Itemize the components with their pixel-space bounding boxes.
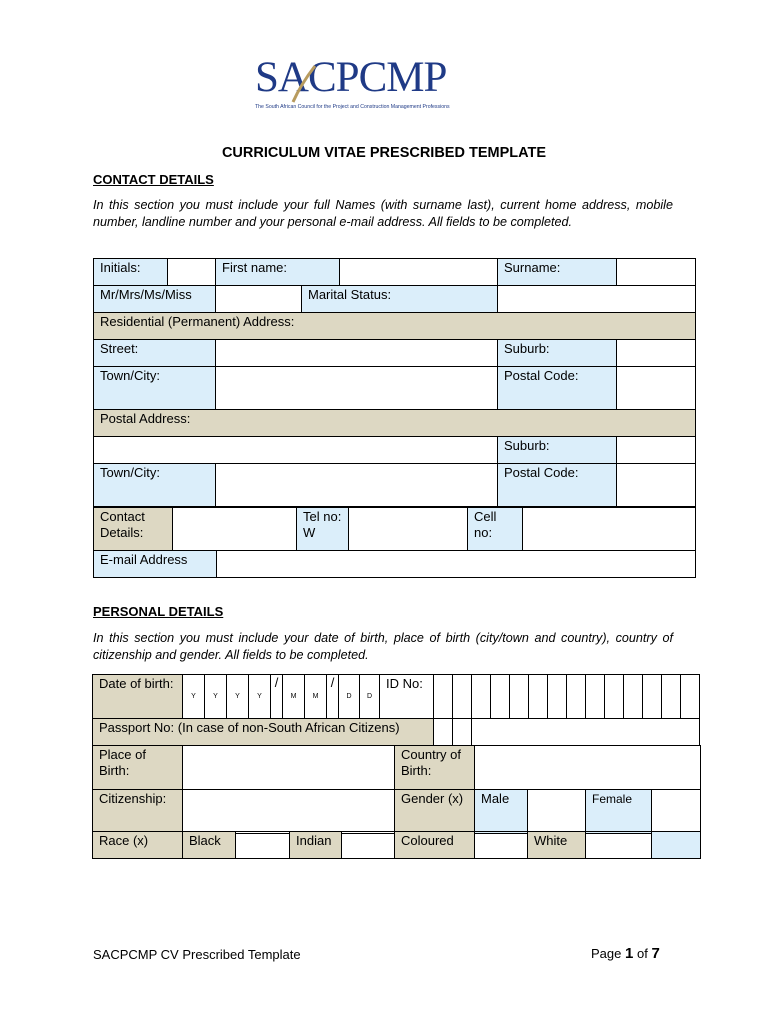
- contact-details-field[interactable]: [173, 508, 297, 551]
- suburb-label: Suburb:: [498, 340, 617, 367]
- id-digit-field[interactable]: [510, 675, 529, 719]
- title-field[interactable]: [216, 286, 302, 313]
- logo-swoosh-icon: [289, 62, 319, 104]
- footer-total-pages: 7: [651, 945, 660, 962]
- race-label: Race (x): [93, 832, 183, 859]
- place-of-birth-label: Place of Birth:: [93, 746, 183, 790]
- initials-label: Initials:: [94, 259, 168, 286]
- date-of-birth-label: Date of birth:: [93, 675, 183, 719]
- postal-town-city-field[interactable]: [216, 464, 498, 507]
- email-table: [93, 550, 696, 578]
- contact-details-heading: CONTACT DETAILS: [93, 172, 214, 187]
- postal-postal-code-field[interactable]: [617, 464, 696, 507]
- footer-current-page: 1: [625, 945, 634, 962]
- personal-details-heading: PERSONAL DETAILS: [93, 604, 224, 619]
- dob-year-digit[interactable]: Y: [227, 675, 249, 719]
- first-name-label: First name:: [216, 259, 340, 286]
- dob-month-digit[interactable]: M: [305, 675, 327, 719]
- id-digit-field[interactable]: [529, 675, 548, 719]
- coloured-checkbox[interactable]: [475, 832, 528, 859]
- id-digit-field: [681, 675, 700, 719]
- cell-field[interactable]: [523, 508, 696, 551]
- dob-year-digit[interactable]: Y: [249, 675, 271, 719]
- street-field[interactable]: [216, 340, 498, 367]
- marital-status-label: Marital Status:: [302, 286, 498, 313]
- footer-page-number: [591, 945, 660, 962]
- personal-details-table: [92, 674, 700, 746]
- passport-digit-field[interactable]: [453, 719, 472, 746]
- email-field[interactable]: [217, 551, 696, 578]
- id-digit-field[interactable]: [472, 675, 491, 719]
- country-of-birth-field[interactable]: [475, 746, 701, 790]
- personal-intro: In this section you must include your date of birth, place of birth (city/town and country), country of citizenship and gender. All fields to be completed.: [93, 631, 673, 662]
- passport-field[interactable]: [472, 719, 700, 746]
- footer-of-word: of: [636, 946, 648, 961]
- place-of-birth-field[interactable]: [183, 746, 395, 790]
- logo-text: SACPCMP: [255, 54, 447, 101]
- postal-postal-code-label: Postal Code:: [498, 464, 617, 507]
- dob-day-digit[interactable]: D: [360, 675, 380, 719]
- town-city-label: Town/City:: [94, 367, 216, 410]
- surname-field[interactable]: [617, 259, 696, 286]
- dob-separator: /: [327, 675, 339, 719]
- marital-status-field[interactable]: [498, 286, 696, 313]
- id-digit-field[interactable]: [605, 675, 624, 719]
- sacpcmp-logo: [255, 54, 515, 120]
- id-digit-field[interactable]: [453, 675, 472, 719]
- postal-code-label: Postal Code:: [498, 367, 617, 410]
- indian-label: Indian: [290, 832, 342, 859]
- surname-label: Surname:: [498, 259, 617, 286]
- male-checkbox[interactable]: [528, 790, 586, 834]
- citizenship-field[interactable]: [183, 790, 395, 834]
- postal-suburb-label: Suburb:: [498, 437, 617, 464]
- white-checkbox[interactable]: [586, 832, 652, 859]
- footer-template-name: SACPCMP CV Prescribed Template: [93, 947, 301, 962]
- race-table: [92, 831, 701, 859]
- postal-address-field[interactable]: [94, 437, 498, 464]
- female-label: Female: [586, 790, 652, 834]
- tel-field[interactable]: [349, 508, 468, 551]
- tel-label: Tel no: W: [297, 508, 349, 551]
- first-name-field[interactable]: [340, 259, 498, 286]
- residential-address-label: Residential (Permanent) Address:: [94, 313, 696, 340]
- dob-month-digit[interactable]: M: [283, 675, 305, 719]
- footer-page-word: Page: [591, 946, 622, 961]
- race-other-field[interactable]: [652, 832, 701, 859]
- passport-label: Passport No: (In case of non-South African Citizens): [93, 719, 434, 746]
- black-checkbox[interactable]: [236, 832, 290, 859]
- citizenship-label: Citizenship:: [93, 790, 183, 834]
- id-digit-field[interactable]: [434, 675, 453, 719]
- contact-details-table: [93, 258, 696, 507]
- street-label: Street:: [94, 340, 216, 367]
- suburb-field[interactable]: [617, 340, 696, 367]
- id-digit-field[interactable]: [491, 675, 510, 719]
- birth-citizenship-table: [92, 745, 701, 834]
- contact-numbers-table: [93, 507, 696, 551]
- id-no-label: ID No:: [380, 675, 434, 719]
- contact-details-label: Contact Details:: [94, 508, 173, 551]
- postal-address-label: Postal Address:: [94, 410, 696, 437]
- postal-town-city-label: Town/City:: [94, 464, 216, 507]
- cell-label: Cell no:: [468, 508, 523, 551]
- indian-checkbox[interactable]: [342, 832, 395, 859]
- dob-separator: /: [271, 675, 283, 719]
- page-title: CURRICULUM VITAE PRESCRIBED TEMPLATE: [221, 145, 547, 161]
- postal-code-field[interactable]: [617, 367, 696, 410]
- gender-label: Gender (x): [395, 790, 475, 834]
- id-digit-field[interactable]: [662, 675, 681, 719]
- country-of-birth-label: Country of Birth:: [395, 746, 475, 790]
- logo-subtitle: The South African Council for the Project and Construction Management Professions: [255, 104, 450, 110]
- contact-intro: In this section you must include your full Names (with surname last), current home address, mobile number, landline number and your personal e-mail address. All fields to be completed.: [93, 198, 673, 229]
- title-label: Mr/Mrs/Ms/Miss: [94, 286, 216, 313]
- postal-suburb-field[interactable]: [617, 437, 696, 464]
- dob-year-digit[interactable]: Y: [183, 675, 205, 719]
- white-label: White: [528, 832, 586, 859]
- id-digit-field[interactable]: [567, 675, 586, 719]
- coloured-label: Coloured: [395, 832, 475, 859]
- dob-year-digit[interactable]: Y: [205, 675, 227, 719]
- id-digit-field[interactable]: [624, 675, 643, 719]
- initials-field[interactable]: [168, 259, 216, 286]
- id-digit-field[interactable]: [586, 675, 605, 719]
- town-city-field[interactable]: [216, 367, 498, 410]
- black-label: Black: [183, 832, 236, 859]
- male-label: Male: [475, 790, 528, 834]
- id-digit-field[interactable]: [548, 675, 567, 719]
- email-label: E-mail Address: [94, 551, 217, 578]
- passport-digit-field[interactable]: [434, 719, 453, 746]
- dob-day-digit[interactable]: D: [339, 675, 360, 719]
- id-digit-field[interactable]: [643, 675, 662, 719]
- female-checkbox[interactable]: [652, 790, 701, 834]
